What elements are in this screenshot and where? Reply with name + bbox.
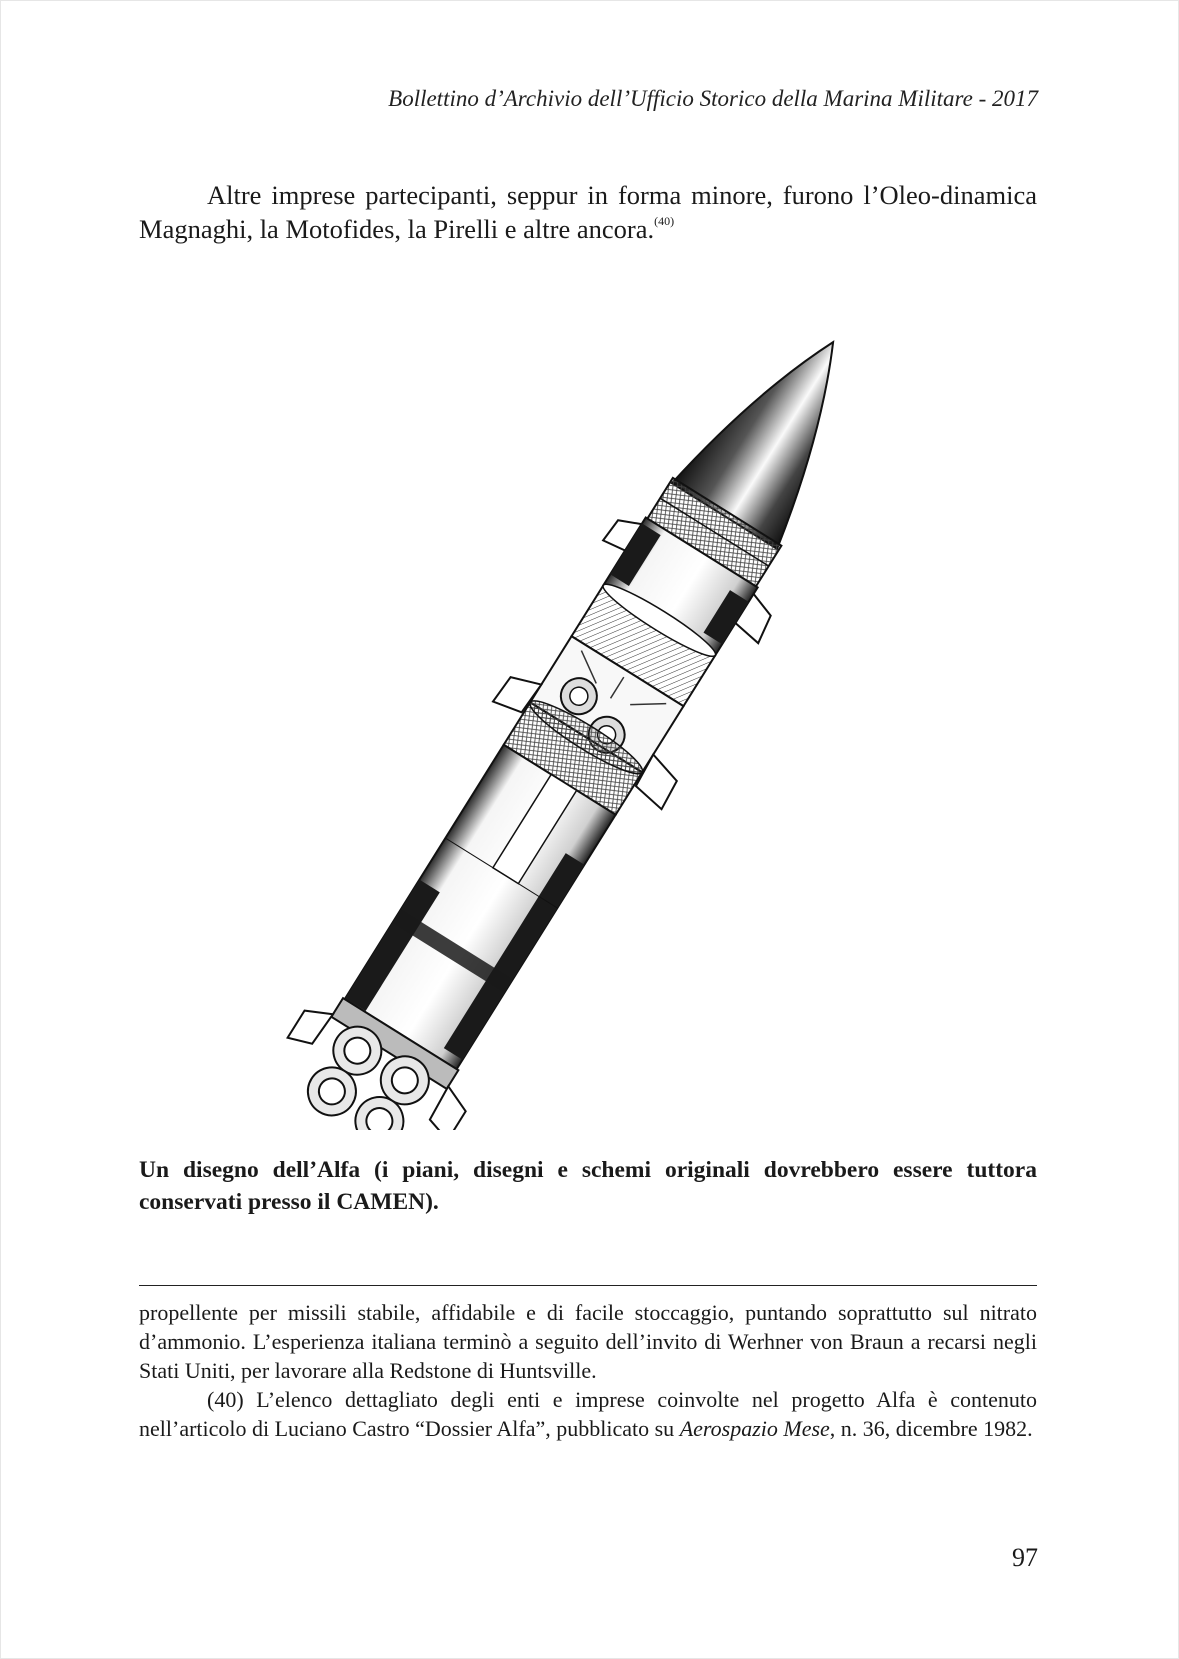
rocket-illustration (270, 318, 910, 1130)
rocket-cutaway-drawing (270, 318, 910, 1130)
footnote-40-publication: Aerospazio Mese (679, 1416, 830, 1441)
running-header: Bollettino d’Archivio dell’Ufficio Storico della Marina Militare - 2017 (388, 86, 1038, 111)
footnotes (139, 1298, 1037, 1443)
footnote-separator (139, 1285, 1037, 1286)
footnote-continuation: propellente per missili stabile, affidabile e di facile stoccaggio, puntando soprattutto sul nitrato d’ammonio. L’esperienza italiana terminò a seguito dell’invito di Werhner von Braun a recarsi negli Stati Uniti, per lavorare alla Redstone di Huntsville. (139, 1300, 1037, 1383)
footnote-40-details: , n. 36, dicembre 1982. (829, 1416, 1033, 1441)
body-paragraph-text: Altre imprese partecipanti, seppur in forma minore, furono l’Oleo-dinamica Magnaghi, la Motofides, la Pirelli e altre ancora. (139, 180, 1037, 244)
page-number: 97 (1012, 1543, 1038, 1572)
figure-caption: Un disegno dell’Alfa (i piani, disegni e schemi originali dovrebbero essere tuttora conservati presso il CAMEN). (139, 1157, 1037, 1215)
footnote-40-text: (40) L’elenco dettagliato degli enti e imprese coinvolte nel progetto Alfa è contenuto nell’articolo di Luciano Castro “Dossier Alfa”, pubblicato su (139, 1387, 1037, 1441)
footnote-reference: (40) (654, 214, 675, 228)
footnote-40 (139, 1385, 1037, 1443)
body-paragraph (139, 178, 1037, 246)
